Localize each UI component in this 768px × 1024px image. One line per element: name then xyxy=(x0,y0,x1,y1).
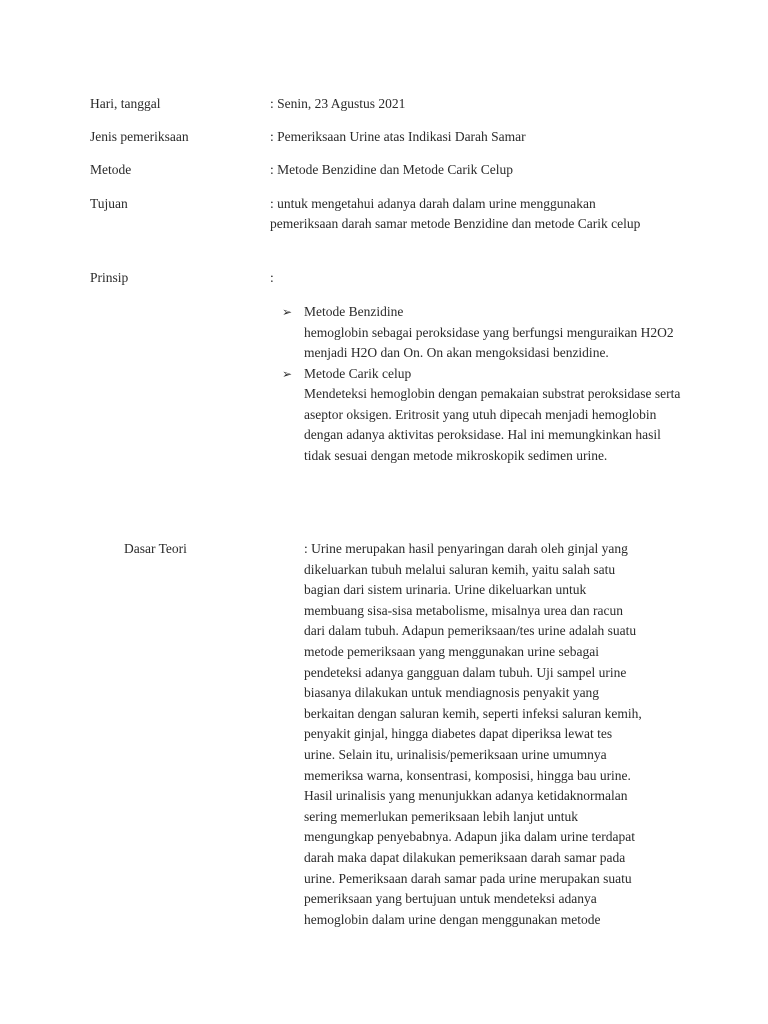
field-value: : Senin, 23 Agustus 2021 xyxy=(270,96,406,111)
bullet-title: Metode Carik celup xyxy=(304,365,412,381)
field-value: : Urine merupakan hasil penyaringan darah oleh ginjal yang dikeluarkan tubuh melalui saluran kemih, yaitu salah satu bagian dari sistem urinaria. Urine dikeluarkan untuk membuang sisa-sisa metabolisme, misalnya urea dan racun dari dalam tubuh. Adapun pemeriksaan/tes urine adalah suatu metode pemeriksaan yang menggunakan urine sebagai pendeteksi adanya gangguan dalam tubuh. Uji sampel urine biasanya dilakukan untuk mendiagnosis penyakit yang berkaitan dengan saluran kemih, seperti infeksi saluran kemih, penyakit ginjal, hingga diabetes dapat diperiksa lewat tes urine. Selain itu, urinalisis/pemeriksaan urine umumnya memeriksa warna, konsentrasi, komposisi, hingga bau urine. Hasil urinalisis yang menunjukkan adanya ketidaknormalan sering memerlukan pemeriksaan lebih lanjut untuk mengungkap penyebabnya. Adapun jika dalam urine terdapat darah maka dapat dilakukan pemeriksaan darah samar pada urine. Pemeriksaan darah samar pada urine merupakan suatu pemeriksaan yang bertujuan untuk mendeteksi adanya hemoglobin dalam urine dengan menggunakan metode xyxy=(304,541,642,927)
arrow-bullet-icon: ➢ xyxy=(282,366,293,381)
field-label: Metode xyxy=(90,162,132,177)
prinsip-list xyxy=(282,302,682,466)
field-value: : xyxy=(270,270,274,285)
bullet-text: hemoglobin sebagai peroksidase yang berfungsi menguraikan H2O2 menjadi H2O dan On. On akan mengoksidasi benzidine. xyxy=(304,324,674,360)
bullet-title: Metode Benzidine xyxy=(304,304,404,319)
field-label: Hari, tanggal xyxy=(90,96,161,111)
bullet-text: Mendeteksi hemoglobin dengan pemakaian substrat peroksidase serta aseptor oksigen. Eritrosit yang utuh dipecah menjadi hemoglobin dengan adanya aktivitas peroksidase. Hal ini memungkinkan hasil tidak sesuai dengan metode mikroskopik sedimen urine. xyxy=(304,386,681,463)
field-label: Tujuan xyxy=(90,196,128,211)
field-value: : untuk mengetahui adanya darah dalam urine menggunakan pemeriksaan darah samar metode Benzidine dan metode Carik celup xyxy=(270,196,641,231)
field-label: Dasar Teori xyxy=(124,541,187,556)
field-label: Jenis pemeriksaan xyxy=(90,129,189,144)
field-label: Prinsip xyxy=(90,270,129,285)
field-value: : Metode Benzidine dan Metode Carik Celup xyxy=(270,162,513,177)
arrow-bullet-icon: ➢ xyxy=(282,305,293,319)
list-item xyxy=(282,364,682,467)
list-item xyxy=(282,302,682,364)
field-value: : Pemeriksaan Urine atas Indikasi Darah Samar xyxy=(270,129,526,144)
